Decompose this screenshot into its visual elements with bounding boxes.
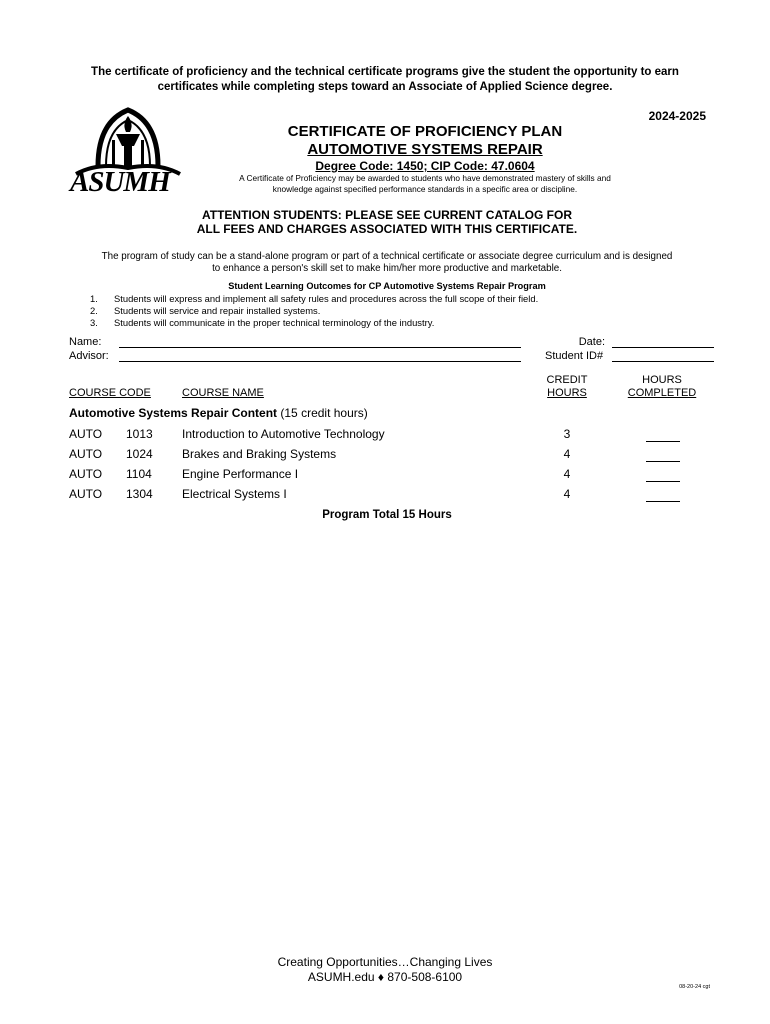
program-note bbox=[60, 251, 714, 275]
program-title bbox=[230, 141, 620, 158]
logo-wordmark: ASUMH bbox=[70, 166, 170, 198]
section-hours: (15 credit hours) bbox=[280, 406, 368, 420]
col-header-completed-line-1: HOURS bbox=[642, 374, 682, 386]
student-id-label: Student ID# bbox=[545, 350, 604, 362]
plan-title: CERTIFICATE OF PROFICIENCY PLAN bbox=[287, 123, 563, 140]
intro-line-2: certificates while completing steps toward an Associate of Applied Science degree. bbox=[157, 81, 613, 93]
attention-line-2: ALL FEES AND CHARGES ASSOCIATED WITH THIS CERTIFICATE. bbox=[196, 222, 578, 236]
outcome-number: 3. bbox=[90, 317, 98, 329]
description-line-1: A Certificate of Proficiency may be awarded to students who have demonstrated mastery of skills and bbox=[239, 173, 611, 183]
outcome-number: 2. bbox=[90, 305, 98, 317]
table-row bbox=[0, 427, 770, 445]
description-line-2: knowledge against specified performance standards in a specific area or discipline. bbox=[272, 184, 578, 194]
course-name: Engine Performance I bbox=[182, 467, 299, 481]
outcome-text: Students will communicate in the proper technical terminology of the industry. bbox=[114, 317, 435, 329]
section-title-text: Automotive Systems Repair Content bbox=[69, 406, 278, 420]
hours-completed-field[interactable] bbox=[646, 427, 680, 442]
advisor-label: Advisor: bbox=[69, 350, 109, 362]
list-item bbox=[90, 293, 538, 305]
course-number: 1024 bbox=[126, 447, 153, 461]
section-title bbox=[69, 406, 368, 420]
table-row bbox=[0, 447, 770, 465]
program-note-line-2: to enhance a person's skill set to make him/her more productive and marketable. bbox=[212, 263, 562, 274]
program-title-text: AUTOMOTIVE SYSTEMS REPAIR bbox=[307, 141, 543, 158]
col-header-completed bbox=[622, 374, 702, 400]
revision-stamp: 08-20-24 cgt bbox=[679, 984, 710, 990]
date-label: Date: bbox=[578, 336, 605, 348]
program-note-line-1: The program of study can be a stand-alone program or part of a technical certificate or associate degree curriculum and is designed bbox=[101, 251, 673, 262]
certificate-description bbox=[222, 173, 628, 195]
asumh-logo bbox=[68, 104, 188, 200]
student-id-field[interactable] bbox=[612, 361, 714, 362]
footer-contact: ASUMH.edu ♦ 870-508-6100 bbox=[307, 970, 463, 984]
course-name: Introduction to Automotive Technology bbox=[182, 427, 385, 441]
advisor-field[interactable] bbox=[119, 361, 521, 362]
col-header-credit-line-1: CREDIT bbox=[546, 374, 588, 386]
hours-completed-field[interactable] bbox=[646, 487, 680, 502]
name-field[interactable] bbox=[119, 347, 521, 348]
outcome-text: Students will express and implement all safety rules and procedures across the full scope of their field. bbox=[114, 293, 539, 304]
date-field[interactable] bbox=[612, 347, 714, 348]
course-number: 1304 bbox=[126, 487, 153, 501]
table-row bbox=[0, 487, 770, 505]
intro-line-1: The certificate of proficiency and the technical certificate programs give the student the opportunity to earn bbox=[91, 66, 679, 78]
attention-notice bbox=[100, 208, 674, 236]
list-item bbox=[90, 317, 538, 329]
outcome-number: 1. bbox=[90, 293, 98, 304]
outcomes-list bbox=[90, 293, 538, 330]
academic-year: 2024-2025 bbox=[648, 109, 706, 123]
outcomes-heading: Student Learning Outcomes for CP Automotive Systems Repair Program bbox=[228, 281, 546, 291]
col-header-code: COURSE CODE bbox=[69, 387, 151, 399]
col-header-credit-line-2: HOURS bbox=[547, 387, 587, 399]
col-header-credit bbox=[537, 374, 597, 400]
course-dept: AUTO bbox=[69, 447, 103, 461]
course-dept: AUTO bbox=[69, 427, 103, 441]
attention-line-1: ATTENTION STUDENTS: PLEASE SEE CURRENT CATALOG FOR bbox=[201, 208, 572, 222]
course-name: Brakes and Braking Systems bbox=[182, 447, 337, 461]
course-credits: 4 bbox=[563, 447, 571, 461]
course-dept: AUTO bbox=[69, 487, 103, 501]
table-row bbox=[0, 467, 770, 485]
hours-completed-field[interactable] bbox=[646, 447, 680, 462]
course-name: Electrical Systems I bbox=[182, 487, 287, 501]
col-header-name: COURSE NAME bbox=[182, 387, 264, 399]
outcome-text: Students will service and repair installed systems. bbox=[114, 305, 321, 317]
footer bbox=[230, 955, 540, 985]
course-dept: AUTO bbox=[69, 467, 103, 481]
course-number: 1104 bbox=[126, 467, 152, 481]
course-number: 1013 bbox=[126, 427, 153, 441]
col-header-completed-line-2: COMPLETED bbox=[627, 387, 697, 399]
program-total: Program Total 15 Hours bbox=[322, 509, 452, 521]
course-credits: 4 bbox=[563, 487, 571, 501]
hours-completed-field[interactable] bbox=[646, 467, 680, 482]
degree-code bbox=[230, 159, 620, 173]
intro-text bbox=[60, 65, 710, 95]
footer-slogan: Creating Opportunities…Changing Lives bbox=[277, 955, 493, 969]
course-credits: 4 bbox=[563, 467, 571, 481]
list-item bbox=[90, 305, 538, 317]
degree-code-text: Degree Code: 1450; CIP Code: 47.0604 bbox=[315, 159, 535, 173]
course-credits: 3 bbox=[563, 427, 571, 441]
name-label: Name: bbox=[69, 336, 102, 348]
